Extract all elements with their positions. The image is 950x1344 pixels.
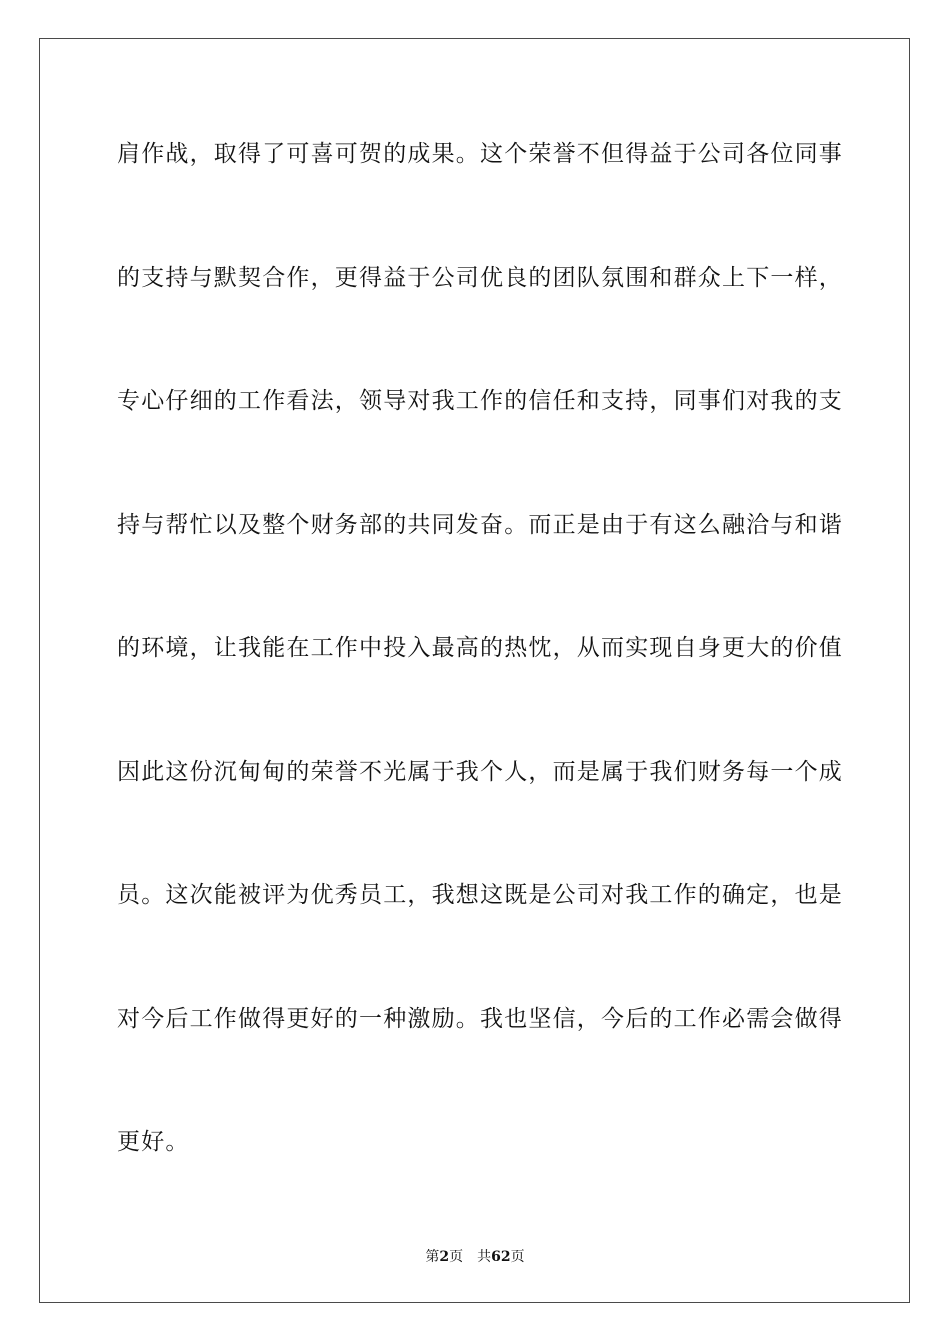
paragraph-line: 对今后工作做得更好的一种激励。我也坚信，今后的工作必需会做得 (117, 1006, 843, 1032)
paragraph-line: 肩作战，取得了可喜可贺的成果。这个荣誉不但得益于公司各位同事 (117, 141, 843, 167)
paragraph-line: 的环境，让我能在工作中投入最高的热忱，从而实现自身更大的价值 (117, 635, 843, 661)
page-border (39, 38, 910, 1303)
paragraph-line: 因此这份沉甸甸的荣誉不光属于我个人，而是属于我们财务每一个成 (117, 759, 843, 785)
total-pages: 62 (491, 1249, 511, 1265)
paragraph-line: 专心仔细的工作看法，领导对我工作的信任和支持，同事们对我的支 (117, 388, 843, 414)
total-suffix: 页 (510, 1249, 525, 1265)
paragraph-line: 更好。 (117, 1129, 190, 1155)
total-prefix: 共 (477, 1249, 492, 1265)
paragraph-line: 的支持与默契合作，更得益于公司优良的团队氛围和群众上下一样， (117, 265, 843, 291)
paragraph-line: 员。这次能被评为优秀员工，我想这既是公司对我工作的确定，也是 (117, 882, 843, 908)
page-suffix: 页 (449, 1249, 464, 1265)
page-footer (0, 1247, 950, 1267)
paragraph-line: 持与帮忙以及整个财务部的共同发奋。而正是由于有这么融洽与和谐 (117, 512, 843, 538)
page-number: 2 (439, 1249, 450, 1265)
page-prefix: 第 (425, 1249, 440, 1265)
